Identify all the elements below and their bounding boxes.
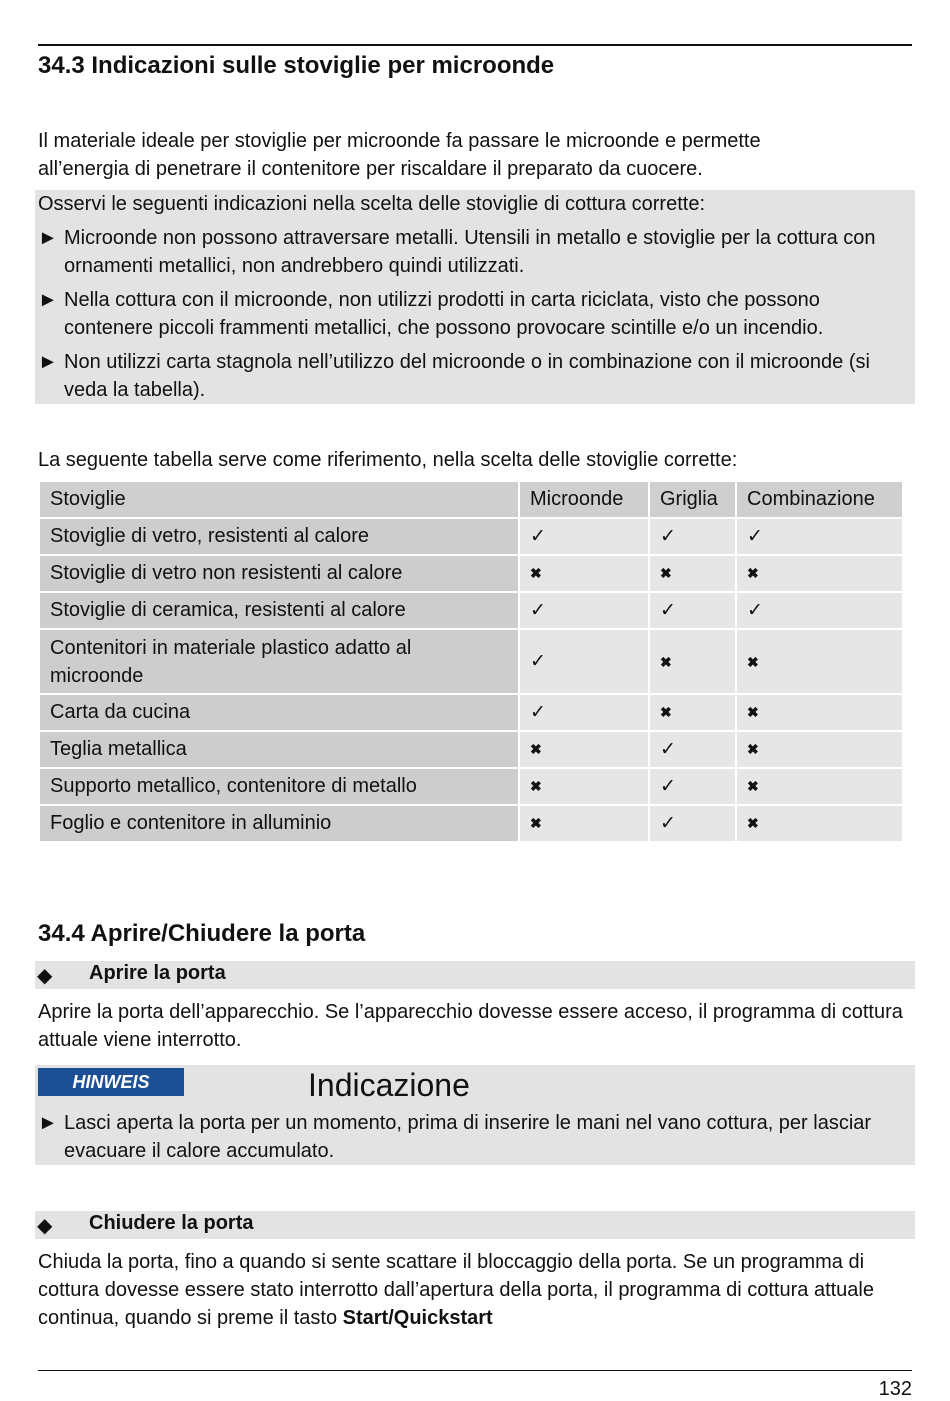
- dish-name-cell: Carta da cucina: [39, 694, 519, 731]
- section-heading-34-4: 34.4 Aprire/Chiudere la porta: [38, 920, 366, 947]
- table-row: [39, 592, 903, 629]
- suitability-mark: ✖: [519, 768, 649, 805]
- bullet-arrow-icon: ►: [38, 351, 58, 373]
- table-row: [39, 518, 903, 555]
- dish-name-cell: Foglio e contenitore in alluminio: [39, 805, 519, 842]
- suitability-mark: ✖: [736, 768, 903, 805]
- dish-name-cell: Supporto metallico, contenitore di metallo: [39, 768, 519, 805]
- suitability-mark: ✓: [649, 518, 736, 555]
- bullet-arrow-icon: ►: [38, 1112, 58, 1134]
- open-door-text: Aprire la porta dell’apparecchio. Se l’apparecchio dovesse essere acceso, il programma di cottura attuale viene interrotto.: [38, 1001, 903, 1051]
- page-number: 132: [878, 1378, 912, 1400]
- guidelines-lead: Osservi le seguenti indicazioni nella scelta delle stoviglie di cottura corrette:: [38, 193, 706, 215]
- table-row: [39, 731, 903, 768]
- suitability-mark: ✖: [649, 555, 736, 592]
- subheading-open-door-title: Aprire la porta: [89, 962, 226, 984]
- diamond-bullet-icon: ◆: [37, 1215, 53, 1237]
- guideline-bullet-3: [38, 348, 914, 404]
- bullet-arrow-icon: ►: [38, 289, 58, 311]
- table-row: [39, 694, 903, 731]
- guidelines-box: [35, 190, 915, 404]
- guideline-text-1: Microonde non possono attraversare metalli. Utensili in metallo e stoviglie per la cottura con ornamenti metallici, non andrebbero quindi utilizzati.: [64, 227, 876, 277]
- table-row: [39, 629, 903, 694]
- subheading-close-door: [35, 1211, 915, 1239]
- header-cell-microonde: Microonde: [519, 481, 649, 518]
- section-heading-34-3: 34.3 Indicazioni sulle stoviglie per microonde: [38, 52, 555, 79]
- hinweis-badge: HINWEIS: [38, 1068, 184, 1096]
- header-cell-griglia: Griglia: [649, 481, 736, 518]
- suitability-mark: ✓: [736, 518, 903, 555]
- header-cell-combinazione: Combinazione: [736, 481, 903, 518]
- suitability-mark: ✖: [519, 731, 649, 768]
- suitability-mark: ✓: [519, 629, 649, 694]
- guideline-text-3: Non utilizzi carta stagnola nell’utilizzo del microonde o in combinazione con il microonde (si veda la tabella).: [64, 351, 870, 401]
- suitability-mark: ✓: [519, 518, 649, 555]
- dishware-table: [38, 480, 904, 843]
- table-header-row: [39, 481, 903, 518]
- suitability-mark: ✖: [736, 731, 903, 768]
- table-row: [39, 555, 903, 592]
- suitability-mark: ✓: [736, 592, 903, 629]
- table-row: [39, 805, 903, 842]
- dish-name-cell: Stoviglie di vetro, resistenti al calore: [39, 518, 519, 555]
- suitability-mark: ✖: [736, 555, 903, 592]
- suitability-mark: ✓: [649, 731, 736, 768]
- top-rule: [38, 44, 912, 46]
- suitability-mark: ✓: [649, 805, 736, 842]
- intro-line-2: all’energia di penetrare il contenitore per riscaldare il preparato da cuocere.: [38, 158, 703, 180]
- suitability-mark: ✓: [519, 592, 649, 629]
- subheading-open-door: [35, 961, 915, 989]
- suitability-mark: ✖: [736, 805, 903, 842]
- header-cell-stoviglie: Stoviglie: [39, 481, 519, 518]
- close-door-paragraph: [38, 1248, 914, 1332]
- table-intro: La seguente tabella serve come riferimento, nella scelta delle stoviglie corrette:: [38, 449, 738, 471]
- table-row: [39, 768, 903, 805]
- suitability-mark: ✖: [736, 629, 903, 694]
- suitability-mark: ✓: [649, 592, 736, 629]
- bottom-rule: [38, 1370, 912, 1371]
- suitability-mark: ✖: [649, 629, 736, 694]
- note-title: Indicazione: [308, 1067, 470, 1103]
- note-bullet: [38, 1109, 914, 1165]
- suitability-mark: ✓: [519, 694, 649, 731]
- guideline-text-2: Nella cottura con il microonde, non utilizzi prodotti in carta riciclata, visto che possono contenere piccoli frammenti metallici, che possono provocare scintille e/o un incendio.: [64, 289, 824, 339]
- start-quickstart-key: Start/Quickstart: [342, 1307, 493, 1329]
- dish-name-cell: Stoviglie di ceramica, resistenti al calore: [39, 592, 519, 629]
- diamond-bullet-icon: ◆: [37, 965, 53, 987]
- suitability-mark: ✖: [519, 805, 649, 842]
- suitability-mark: ✓: [649, 768, 736, 805]
- suitability-mark: ✖: [649, 694, 736, 731]
- subheading-close-door-title: Chiudere la porta: [89, 1212, 254, 1234]
- suitability-mark: ✖: [519, 555, 649, 592]
- guideline-bullet-2: [38, 286, 914, 342]
- note-bullet-text: Lasci aperta la porta per un momento, prima di inserire le mani nel vano cottura, per lasciar evacuare il calore accumulato.: [64, 1112, 872, 1162]
- dish-name-cell: Contenitori in materiale plastico adatto al microonde: [39, 629, 519, 694]
- dish-name-cell: Stoviglie di vetro non resistenti al calore: [39, 555, 519, 592]
- bullet-arrow-icon: ►: [38, 227, 58, 249]
- intro-line-1: Il materiale ideale per stoviglie per microonde fa passare le microonde e permette: [38, 130, 761, 152]
- suitability-mark: ✖: [736, 694, 903, 731]
- note-box: [35, 1065, 915, 1165]
- close-door-text: Chiuda la porta, fino a quando si sente scattare il bloccaggio della porta. Se un programma di cottura dovesse essere stato interrotto dall’apertura della porta, il programma di cottura attuale continua, quando si preme il tasto: [38, 1251, 874, 1329]
- guideline-bullet-1: [38, 224, 914, 280]
- dish-name-cell: Teglia metallica: [39, 731, 519, 768]
